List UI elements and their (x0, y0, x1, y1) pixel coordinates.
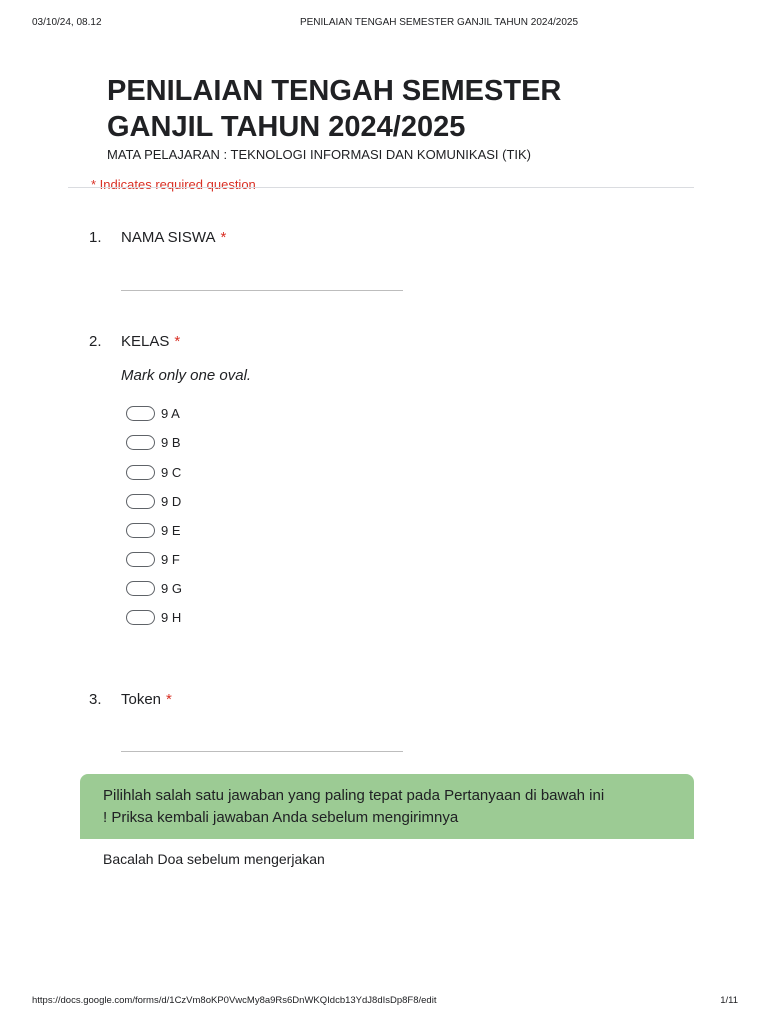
kelas-option-9f[interactable] (126, 550, 180, 568)
required-asterisk: * (166, 691, 172, 708)
kelas-option-label: 9 F (161, 551, 180, 567)
kelas-option-label: 9 B (161, 434, 181, 450)
print-page-number: 1/11 (720, 995, 738, 1006)
question-1-title (121, 229, 226, 246)
question-2-number: 2. (89, 333, 102, 350)
print-url: https://docs.google.com/forms/d/1CzVm8oKP0VwcMy8a9Rs6DnWKQIdcb13YdJ8dIsDp8F8/edit (32, 995, 437, 1006)
kelas-option-label: 9 D (161, 493, 182, 509)
kelas-option-label: 9 H (161, 609, 182, 625)
radio-oval-icon[interactable] (126, 494, 155, 509)
radio-oval-icon[interactable] (126, 523, 155, 538)
token-answer-field[interactable] (121, 751, 403, 752)
section-description: Bacalah Doa sebelum mengerjakan (103, 851, 325, 867)
section-header (80, 774, 694, 839)
print-header (0, 17, 768, 31)
radio-oval-icon[interactable] (126, 465, 155, 480)
form-subtitle: MATA PELAJARAN : TEKNOLOGI INFORMASI DAN KOMUNIKASI (TIK) (107, 147, 532, 162)
required-question-note: * Indicates required question (91, 177, 256, 192)
section-instruction-line-2: ! Priksa kembali jawaban Anda sebelum mengirimnya (103, 809, 459, 826)
kelas-option-label: 9 E (161, 522, 181, 538)
kelas-option-9d[interactable] (126, 492, 181, 510)
kelas-option-label: 9 A (161, 405, 180, 421)
print-footer (0, 995, 768, 1009)
kelas-option-9g[interactable] (126, 579, 182, 597)
question-1-label: NAMA SISWA (121, 229, 216, 246)
question-1-number: 1. (89, 229, 102, 246)
question-3-number: 3. (89, 691, 102, 708)
radio-oval-icon[interactable] (126, 552, 155, 567)
question-3-title (121, 691, 172, 708)
section-instruction-line-1: Pilihlah salah satu jawaban yang paling tepat pada Pertanyaan di bawah ini (103, 787, 605, 804)
kelas-option-9c[interactable] (126, 463, 181, 481)
radio-oval-icon[interactable] (126, 406, 155, 421)
print-doc-title: PENILAIAN TENGAH SEMESTER GANJIL TAHUN 2024/2025 (299, 17, 579, 28)
kelas-option-label: 9 C (161, 464, 182, 480)
question-2-label: KELAS (121, 333, 170, 350)
question-2-title (121, 333, 180, 350)
print-datetime: 03/10/24, 08.12 (32, 17, 102, 28)
question-2-hint: Mark only one oval. (121, 367, 252, 384)
required-asterisk: * (174, 333, 181, 350)
kelas-option-label: 9 G (161, 580, 182, 596)
required-asterisk: * (220, 229, 227, 246)
radio-oval-icon[interactable] (126, 581, 155, 596)
form-title: PENILAIAN TENGAH SEMESTER GANJIL TAHUN 2024/2025 (107, 75, 562, 143)
kelas-option-9h[interactable] (126, 608, 181, 626)
kelas-option-9b[interactable] (126, 433, 181, 451)
kelas-option-9e[interactable] (126, 521, 181, 539)
header-divider (68, 187, 694, 188)
radio-oval-icon[interactable] (126, 435, 155, 450)
kelas-option-9a[interactable] (126, 404, 180, 422)
radio-oval-icon[interactable] (126, 610, 155, 625)
nama-siswa-answer-field[interactable] (121, 290, 403, 291)
question-3-label: Token (121, 691, 162, 708)
